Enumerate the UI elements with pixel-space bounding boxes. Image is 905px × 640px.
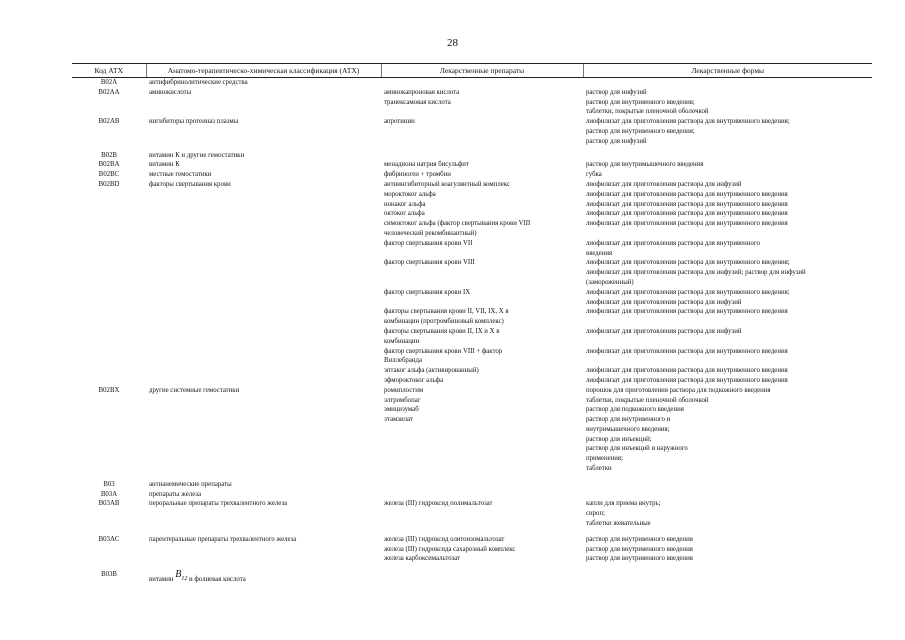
form-cell: губка — [586, 171, 602, 179]
table-row — [72, 78, 872, 88]
form-cell: лиофилизат для приготовления раствора для внутривенного введения; лиофилизат для приготовления раствора для инфузий; раствор для инфузий (замороженный) — [586, 259, 806, 286]
classification-cell — [146, 564, 381, 589]
code-cell — [72, 327, 146, 347]
form-cell: раствор для внутривенного и внутримышечного введения; раствор для инъекций; раствор для инъекций и наружного применения; таблетки — [586, 416, 688, 473]
table-row — [72, 200, 872, 210]
code-cell: B02AB — [98, 118, 120, 126]
form-cell: лиофилизат для приготовления раствора для внутривенного введения; раствор для внутривенного введения; раствор для инфузий — [586, 118, 790, 145]
classification-cell — [146, 366, 381, 376]
classification-cell — [146, 376, 381, 386]
table-row — [72, 376, 872, 386]
table-row — [72, 554, 872, 564]
code-cell — [72, 219, 146, 239]
drug-cell: эмицизумаб — [384, 406, 419, 414]
classification-cell: ингибиторы протеиназ плазмы — [149, 118, 239, 126]
b-symbol: B — [175, 569, 182, 581]
table-row — [72, 239, 872, 259]
code-cell: B03A — [100, 490, 118, 498]
classification-cell: антифибринолитические средства — [149, 79, 248, 86]
form-cell: раствор для подкожного введения — [586, 406, 684, 414]
drug-cell: железа карбоксимальтозат — [384, 555, 461, 563]
code-cell: B03 — [103, 480, 115, 488]
drug-cell: фактор свертывания крови VIII — [384, 259, 475, 267]
code-cell: B03AC — [98, 535, 120, 543]
code-cell — [72, 209, 146, 219]
drug-cell: аминокапроновая кислота — [384, 88, 460, 96]
drug-cell: фактор свертывания крови VIII + фактор Виллебранда — [384, 347, 503, 365]
vitamin-b12-symbol — [175, 569, 188, 583]
code-cell — [72, 288, 146, 308]
form-cell — [583, 564, 872, 589]
code-cell: B02BD — [98, 180, 120, 188]
drug-cell — [381, 147, 583, 161]
drug-cell: апротинин — [384, 118, 415, 126]
table-row — [72, 170, 872, 180]
classification-cell: пероральные препараты трехвалентного железа — [149, 500, 288, 508]
table-row — [72, 307, 872, 327]
table-row — [72, 88, 872, 98]
drug-cell: фибриноген + тромбин — [384, 171, 451, 179]
class-prefix: витамин — [149, 576, 174, 584]
classification-cell — [146, 190, 381, 200]
code-cell — [72, 239, 146, 259]
table-row — [72, 190, 872, 200]
table-row — [72, 474, 872, 490]
drug-cell: антиингибиторный коагулянтный комплекс — [384, 180, 510, 188]
drug-cell — [381, 490, 583, 500]
classification-cell — [146, 239, 381, 259]
form-cell — [583, 474, 872, 490]
form-cell: лиофилизат для приготовления раствора для внутривенного введения — [586, 200, 788, 208]
drug-cell — [381, 78, 583, 88]
classification-cell — [146, 98, 381, 118]
table-row — [72, 180, 872, 190]
classification-cell — [146, 415, 381, 474]
drug-cell: транексамовая кислота — [384, 98, 451, 106]
form-cell: раствор для внутривенного введения — [586, 555, 693, 563]
table-row — [72, 545, 872, 555]
code-cell: B02BX — [98, 386, 120, 394]
drug-cell: железа (III) гидроксид олигоизомальтозат — [384, 535, 505, 543]
form-cell — [583, 147, 872, 161]
table-row — [72, 147, 872, 161]
form-cell — [583, 490, 872, 500]
table-row — [72, 386, 872, 396]
code-cell: B03AB — [98, 500, 120, 508]
classification-cell — [146, 288, 381, 308]
form-cell: раствор для внутривенного введения — [586, 545, 693, 553]
atx-table — [72, 63, 872, 589]
classification-cell: аминокислоты — [149, 88, 192, 96]
form-cell: таблетки, покрытые пленочной оболочкой — [586, 396, 709, 404]
drug-cell: факторы свертывания крови II, VII, IX, X в комбинации (протромбиновый комплекс) — [384, 308, 509, 326]
drug-cell: мороктоког альфа — [384, 190, 436, 198]
code-cell: B03B — [101, 571, 117, 579]
classification-cell: витамин К — [149, 161, 180, 169]
form-cell: лиофилизат для приготовления раствора для внутривенного введения — [586, 376, 788, 384]
table-row — [72, 327, 872, 347]
drug-cell: фактор свертывания крови IX — [384, 288, 471, 296]
classification-cell — [146, 405, 381, 415]
code-cell: B02BA — [98, 161, 120, 169]
b-subscript: 12 — [181, 576, 188, 583]
header-forms: Лекарственные формы — [583, 64, 872, 78]
classification-cell — [146, 327, 381, 347]
code-cell — [72, 405, 146, 415]
form-cell: лиофилизат для приготовления раствора для инфузий — [586, 327, 742, 335]
code-cell: B02BC — [98, 171, 120, 179]
table-row — [72, 117, 872, 146]
header-drugs: Лекарственные препараты — [381, 64, 583, 78]
table-row — [72, 415, 872, 474]
drug-cell: этамзилат — [384, 416, 413, 424]
form-cell: лиофилизат для приготовления раствора для внутривенного введения; лиофилизат для приготовления раствора для инфузий — [586, 288, 790, 306]
header-code: Код АТХ — [72, 64, 146, 78]
drug-cell: октоког альфа — [384, 210, 425, 218]
form-cell: лиофилизат для приготовления раствора для внутривенного введения — [586, 308, 788, 316]
classification-cell — [146, 347, 381, 367]
form-cell: раствор для инфузий — [586, 88, 647, 96]
table-row — [72, 366, 872, 376]
code-cell — [72, 190, 146, 200]
form-cell: лиофилизат для приготовления раствора для внутривенного введения — [586, 239, 760, 257]
code-cell — [72, 366, 146, 376]
table-row — [72, 209, 872, 219]
header-classification: Анатомо-терапевтическо-химическая классификация (АТХ) — [146, 64, 381, 78]
drug-cell: фактор свертывания крови VII — [384, 239, 473, 247]
drug-cell: ромиплостим — [384, 386, 424, 394]
drug-cell: железа (III) гидроксида сахарозный комплекс — [384, 545, 516, 553]
table-row — [72, 490, 872, 500]
table-row — [72, 499, 872, 528]
table-row — [72, 347, 872, 367]
table-row — [72, 258, 872, 287]
table-row — [72, 564, 872, 589]
classification-cell: антианемические препараты — [149, 480, 232, 488]
code-cell — [72, 376, 146, 386]
drug-cell — [381, 474, 583, 490]
code-cell — [72, 396, 146, 406]
form-cell: лиофилизат для приготовления раствора для внутривенного введения — [586, 210, 788, 218]
table-row — [72, 405, 872, 415]
classification-cell — [146, 307, 381, 327]
classification-cell — [146, 554, 381, 564]
code-cell — [72, 347, 146, 367]
classification-cell: витамин К и другие гемостатики — [149, 151, 245, 159]
classification-cell: парентеральные препараты трехвалентного железа — [149, 535, 297, 543]
table-row — [72, 529, 872, 545]
form-cell: лиофилизат для приготовления раствора для внутривенного введения — [586, 190, 788, 198]
classification-cell — [146, 219, 381, 239]
table-row — [72, 160, 872, 170]
classification-cell — [146, 209, 381, 219]
table-row — [72, 219, 872, 239]
form-cell: лиофилизат для приготовления раствора для внутривенного введения — [586, 220, 788, 228]
page-number: 28 — [447, 37, 458, 49]
form-cell: лиофилизат для приготовления раствора для внутривенного введения — [586, 347, 788, 355]
drug-cell: факторы свертывания крови II, IX и X в комбинации — [384, 327, 500, 345]
code-cell — [72, 545, 146, 555]
code-cell: B02A — [100, 79, 118, 86]
drug-cell: элтромбопаг — [384, 396, 421, 404]
classification-cell — [146, 545, 381, 555]
table-header-row — [72, 64, 872, 78]
drug-cell: эфмороктоког альфа — [384, 376, 444, 384]
drug-cell: менадиона натрия бисульфит — [384, 161, 469, 169]
form-cell: капли для приема внутрь; сироп; таблетки жевательные — [586, 500, 661, 528]
classification-cell — [146, 396, 381, 406]
code-cell — [72, 200, 146, 210]
drug-cell: нонаког альфа — [384, 200, 426, 208]
classification-cell: другие системные гемостатики — [149, 386, 240, 394]
drug-cell — [381, 564, 583, 589]
drug-cell: симоктоког альфа (фактор свертывания крови VIII человеческий рекомбинантный) — [384, 220, 531, 237]
code-cell — [72, 258, 146, 287]
drug-cell: эптаког альфа (активированный) — [384, 367, 479, 375]
classification-cell — [146, 200, 381, 210]
form-cell: раствор для внутривенного введения; таблетки, покрытые пленочной оболочкой — [586, 98, 709, 116]
form-cell — [583, 78, 872, 88]
classification-cell: факторы свертывания крови — [149, 180, 231, 188]
code-cell: B02B — [101, 151, 117, 159]
form-cell: раствор для внутривенного введения — [586, 535, 693, 543]
classification-cell: местные гемостатики — [149, 171, 212, 179]
code-cell — [72, 415, 146, 474]
table-row — [72, 396, 872, 406]
classification-cell: препараты железа — [149, 490, 201, 498]
code-cell — [72, 98, 146, 118]
form-cell: лиофилизат для приготовления раствора для инфузий — [586, 180, 742, 188]
drug-cell: железа (III) гидроксид полимальтозат — [384, 500, 493, 508]
code-cell — [72, 554, 146, 564]
table-body — [72, 78, 872, 590]
form-cell: раствор для внутримышечного введения — [586, 161, 704, 169]
classification-cell — [146, 258, 381, 287]
table-row — [72, 98, 872, 118]
code-cell: B02AA — [98, 88, 120, 96]
form-cell: лиофилизат для приготовления раствора для внутривенного введения — [586, 367, 788, 375]
class-suffix: и фолиевая кислота — [189, 576, 246, 584]
table-row — [72, 288, 872, 308]
form-cell: порошок для приготовления раствора для подкожного введения — [586, 386, 771, 394]
code-cell — [72, 307, 146, 327]
